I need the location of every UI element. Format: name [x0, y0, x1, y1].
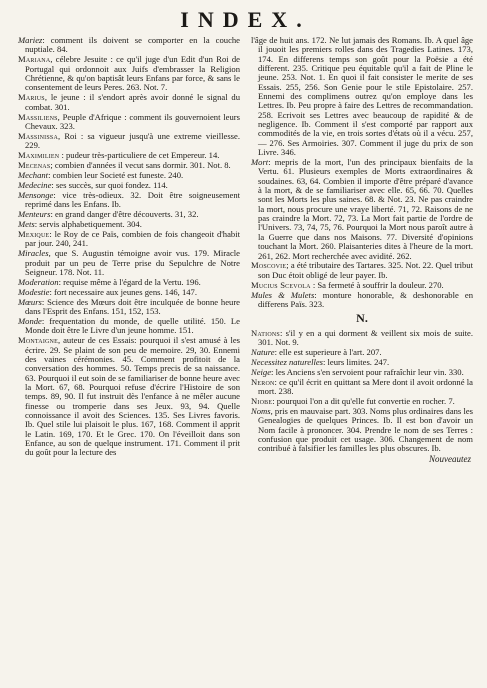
index-entry [18, 93, 240, 112]
index-entry [18, 36, 240, 55]
entry-text: : Science des Mœurs doit être inculquée de bonne heure dans l'Esprit des Enfans. 151, 152, 153. [25, 296, 240, 317]
index-entry [251, 348, 473, 357]
index-entry [251, 407, 473, 454]
entry-text: : ce qu'il écrit en quittant sa Mere dont il avoit ordonné la mort. 238. [258, 376, 473, 397]
index-entry [18, 151, 240, 160]
entry-text: , Roi : sa vigueur jusqu'à une extreme vieillesse. 229. [25, 130, 240, 151]
entry-heading: Marius [18, 92, 45, 103]
index-entry [18, 230, 240, 249]
index-entry [18, 298, 240, 317]
entry-text: , célebre Jesuite : ce qu'il juge d'un Edit d'un Roi de Portugal qui ordonnoit aux Juifs d'embrasser la Religion Chrétienne, & qu'on baptisât leurs Enfans par force, & sans le consentement de leurs Peres. 263. Not. 7. [25, 54, 240, 93]
right-column-m-entries [251, 36, 473, 309]
index-entry [18, 278, 240, 287]
entry-text: , le jeune : il s'endort après avoir donné le signal du combat. 301. [25, 92, 240, 112]
entry-text: : comment ils doivent se comporter en la couche nuptiale. 84. [25, 35, 240, 55]
entry-text: : frequentation du monde, de quelle utilité. 150. Le Monde doit être le Livre d'un jeune homme. 151. [25, 316, 240, 336]
entry-text: : pourquoi l'on a dit qu'elle fut convertie en rocher. 7. [272, 396, 455, 407]
entry-heading: Moscovie [251, 260, 287, 271]
entry-heading: Massiliens [18, 111, 58, 122]
entry-text: : Sa fermeté à souffrir la douleur. 270. [310, 279, 444, 290]
entry-heading: Massinissa [18, 130, 58, 141]
index-entry [18, 161, 240, 170]
index-entry [18, 249, 240, 277]
entry-heading: Niobe [251, 396, 273, 407]
entry-text: : mepris de la mort, l'un des principaux bienfaits de la Vertu. 61. Plusieurs exemples de Morts extraordinaires & soudaines. 63, 64. Combien il importe d'être préparé d'avance à la mort, & de se familiariser avec elle. 65, 66. 70. Quelles sont les Morts les plus saines. 68. & Not. 23. Ne pas craindre la mort, nous procure une vraye liberté. 71, 72. Raisons de ne pas craindre la Mort. 72, 73. La Mort fait partie de l'ordre de l'Univers. 73, 74, 75, 76. Pourquoi la Mort nous paroît autre à la Guerre que dans nos Maisons. 77. Diversité d'opinions touchant la Mort. 260. Plaisanteries dites à l'heure de la mort. 261, 262. Mort recherchée avec avidité. 262. [258, 157, 473, 261]
entry-text: : le Roy de ce Païs, combien de fois changeoit d'habit par jour. 240, 241. [25, 229, 240, 249]
entry-text: , que S. Augustin témoigne avoir vus. 179. Miracle produit par un peu de Terre prise du Sepulchre de Notre Seigneur. 178. Not. 11. [25, 248, 240, 277]
entry-heading: Neige [251, 366, 272, 377]
right-column-n-entries [251, 329, 473, 454]
index-entry [18, 191, 240, 210]
entry-text: : pudeur très-particuliere de cet Empereur. 14. [59, 150, 220, 161]
index-entry [251, 291, 473, 310]
entry-heading: Mexique [18, 229, 50, 239]
index-entry [18, 210, 240, 219]
index-entry [251, 368, 473, 377]
right-column [251, 36, 473, 464]
entry-heading: Menteurs [18, 209, 51, 220]
entry-text: : requise même à l'égard de la Vertu. 196. [58, 276, 201, 287]
entry-text: : elle est superieure à l'art. 207. [274, 346, 382, 357]
index-entry [251, 329, 473, 348]
index-entry [18, 113, 240, 132]
entry-heading: Mets [18, 219, 35, 230]
entry-text: : fort necessaire aux jeunes gens. 146, 147. [49, 286, 197, 297]
entry-heading: Miracles [18, 248, 49, 259]
entry-text: , pris en mauvaise part. 303. Noms plus ordinaires dans les Genealogies de quelques Princes. Ib. Il est bon d'avoir un Nom facile à prononcer. 304. Prendre le nom de ses Terres : confusion que produit cet usage. 306. Changement de nom contribué à falsifier les familles les plus obscures. Ib. [258, 406, 473, 454]
index-entry [18, 132, 240, 151]
entry-heading: Mensonge [18, 189, 54, 200]
entry-text: : vice très-odieux. 32. Doit être soigneusement reprimé dans les Enfans. Ib. [25, 189, 240, 210]
index-entry [251, 158, 473, 261]
entry-text: : en grand danger d'être découverts. 31, 32. [50, 209, 199, 220]
index-entry [251, 281, 473, 290]
entry-heading: Moderation [18, 276, 59, 287]
index-entry [18, 317, 240, 336]
entry-heading: Mules & Mulets [251, 289, 315, 300]
entry-heading: Mœurs [18, 296, 42, 307]
catchword: Nouveautez [429, 453, 471, 464]
entry-heading: Mort [251, 157, 269, 168]
entry-text: , auteur de ces Essais: pourquoi il s'est amusé à les écrire. 29. Se plaint de son peu de memoire. 29, 30. Ennemi des vaines cérémonies. 45. Comment profitoit de la conversation des hommes. 50. Temps precis de sa naissance. 63. Pourquoi il eut soin de se familiariser de bonne heure avec la Mort. 67, 68. Pourquoi refuse d'écrire l'Histoire de son temps. 89, 90. Il fut instruit dès l'enfance à ne mêler aucune finesse ou tromperie dans ses Jeux. 93, 94. Quelle connoissance il avoit des Sciences. 135. Ses Livres favoris. Ib. Quel stile lui plaisoit le plus. 167, 168. Comment il apprit le Latin. 169, 170. Et le Grec. 170. On l'éveilloit dans son Enfance, au son de quelque instrument. 171. Comment il prit du goût pour la lecture des [25, 335, 240, 458]
entry-text: ; a été tributaire des Tartares. 325. Not. 22. Quel tribut son Duc étoit obligé de leur payer. Ib. [258, 260, 473, 280]
index-entry [251, 36, 473, 157]
entry-heading: Noms [251, 406, 271, 416]
entry-heading: Necessitez naturelles [251, 356, 323, 367]
entry-heading: Neron [251, 376, 275, 387]
entry-heading: Mucius Scevola [251, 279, 311, 290]
entry-heading: Maximilien [18, 150, 60, 161]
entry-heading: Mecenas [18, 160, 51, 171]
entry-text: : s'il y en a qui dorment & veillent six mois de suite. 301. Not. 9. [258, 327, 473, 348]
entry-heading: Nations [251, 327, 280, 338]
entry-heading: Modestie [18, 286, 50, 297]
entry-text: : servis alphabetiquement. 304. [34, 219, 142, 230]
index-entry [251, 378, 473, 397]
entry-heading: Medecine [18, 179, 52, 190]
index-entry [18, 220, 240, 229]
index-entry [251, 261, 473, 280]
entry-text: : combien leur Societé est funeste. 240. [48, 169, 184, 180]
entry-heading: Mariana [18, 54, 51, 65]
entry-text: : monture honorable, & deshonorable en differens Païs. 323. [258, 289, 473, 309]
index-entry [18, 171, 240, 180]
columns [18, 36, 473, 464]
section-letter: N. [356, 311, 368, 326]
entry-text: : les Anciens s'en servoient pour rafraîchir leur vin. 330. [271, 366, 464, 377]
page-title: INDEX. [180, 7, 311, 32]
index-entry [18, 288, 240, 297]
entry-text: : ses succès, sur quoi fondez. 114. [51, 179, 168, 190]
entry-heading: Mariez [18, 35, 43, 45]
entry-heading: Nature [251, 346, 275, 357]
index-entry [18, 181, 240, 190]
index-entry [251, 358, 473, 367]
entry-heading: Montaigne [18, 335, 58, 346]
entry-text: : leurs limites. 247. [323, 356, 390, 367]
index-entry [18, 336, 240, 457]
entry-text: , Peuple d'Afrique : comment ils gouvernoient leurs Chevaux. 323. [25, 111, 240, 131]
entry-heading: Mechant [18, 169, 49, 180]
entry-text: l'âge de huit ans. 172. Ne lut jamais des Romans. Ib. A quel âge il jouoit les premiers rolles dans des Tragedies Latines. 173, 174. En differens temps son goût pour la Poësie a été different. 235. Critique peu équitable qu'il a fait de Pline le jeune. 253. Not. 1. En quoi il fait consister le merite de ses Essais. 255, 256. Son Genie pour le stile Epistolaire. 257. Ennemi des complimens outrez qu'on employe dans les Lettres. Ib. Peu propre à faire des Lettres de recommandation. 258. Ecrivoit ses Lettres avec beaucoup de rapidité & de negligence. Ib. Comment il s'est comporté par rapport aux commodités de la vie, en trois sortes d'états où il a vécu. 257, — 276. Ses Armoiries. 307. Comment il juge du prix de son Livre. 346. [251, 35, 473, 158]
index-entry [251, 397, 473, 406]
entry-heading: Monde [18, 316, 42, 327]
entry-text: ; combien d'années il vecut sans dormir. 301. Not. 8. [50, 160, 231, 171]
index-entry [18, 55, 240, 92]
left-column [18, 36, 240, 464]
